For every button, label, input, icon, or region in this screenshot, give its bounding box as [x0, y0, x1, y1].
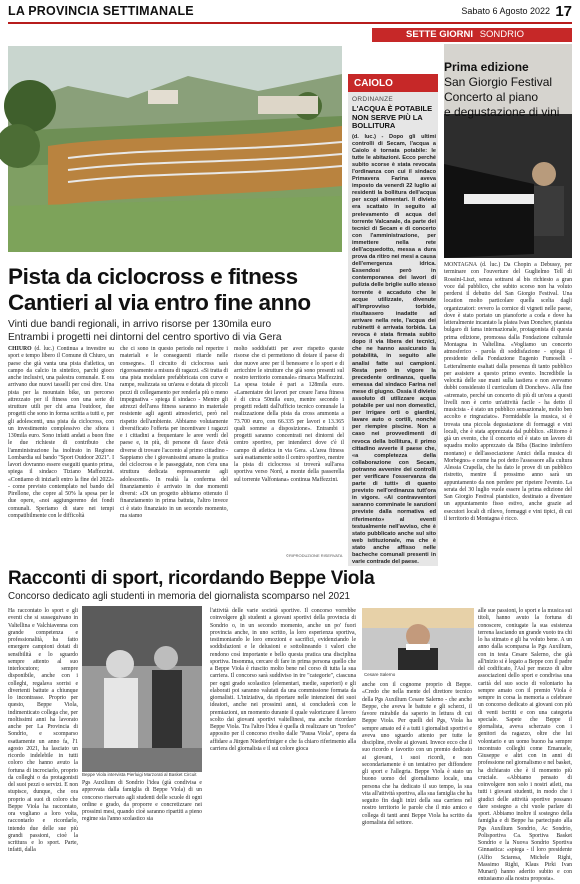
piano-headline-line4: e degustazione di vini [444, 105, 560, 119]
masthead [8, 4, 572, 22]
masthead-rule [8, 22, 572, 24]
article2-column-1: Ha raccontato lo sport e gli eventi che si susseguivano in Valtellina e Valchiavenna con grande competenza e professionalità, ha fatto emergere campioni dotati di sensibilità e lo sguardo sempre attento al suo interlocutore; sempre disponibile, anche con i colleghi, regalava sorrisi e divertenti battute a chiunque lo incontrasse. Proprio per questo, Beppe Viola, indimenticato collega che, per moltissimi anni ha lavorato anche per La Provincia di Sondrio, e scomparso esattamente un anno fa, l'1 agosto 2021, ha lasciato un ricordo indelebile in tutti coloro che hanno avuto la fortuna di incrociarlo, proprio da colleghi o da protagonisti del suoi pezzi o servizi. E non stupisce, dunque, che ora proprio ai suoi di coloro che Beppe Viola ha raccontato, ora vogliano a loro volta, raccontarlo e ricordarlo, intendo due delle sue più grandi passioni, cioè la scrittura e lo sport. Parte, infatti, dalla [8, 608, 78, 854]
article1-subhead-line2: Entrambi i progetti nei dintorni del centro sportivo di via Gera [8, 332, 282, 343]
issue-date: Sabato 6 Agosto 2022 [461, 6, 550, 16]
article1-column-3: molto soddisfatti per aver rispetto queste risorse che ci permettono di dotare il paese di due nuove aree per il benessere e lo sport e di arricchire le strutture che già sono presenti sul nostro territorio comunale» rimarca Maffezzini. La spesa totale è pari a 128mila euro. «Lamentatre dei lavori per creare l'area fitness è di circa 50mila euro, mentre secondo i progetti redatti dall'ufficio tecnico comunale la realizzazione della pista da cross ammonta a 73.700 euro, con 66.335 per lavori e 13.365 quali somme a disposizione». Entrambi i progetti saranno concentrati nei dintorni del centro sportivo, per intenderci dove c'è il campo di atletica in via Gera. «L'area fitness sarà esattamente sotto il centro sportivo, mentre la pista di ciclocross si troverà sull'area sportiva verso Nord, a monte della passerella sul torrente Valfontana» continua Maffezzini. [234, 346, 345, 483]
piano-headline-line2: San Giorgio Festival [444, 75, 553, 89]
section-banner [372, 28, 572, 42]
article1-column-2: che ci sono in questo periodo nel reperire i materiali e le conseguenti ritarde nelle consegne». Il circuito di ciclocross sarà rigorosamente a misura di ragazzi. «Si tratta di una pista modulare prefabbricata con curve e rampe, realizzata su un'area e dotata di piccoli pezzi di collegamento per renderla più o meno impegnativa - spiega il sindaco - Mentre gli attrezzi dell'area fitness saranno in materiale resistente agli agenti atmosferici, però nel rispetto dell'ambiente. Abbiamo volutamente diversificato l'offerta per incentivare i ragazzi e i cittadini a frequentare le aree verdi del paese e, in più, di persone di fasce d'età diverse di trovare l'accento al primo cittadino - Sappiamo che i giovanissimi amano la pratica del ciclocross e le passeggiate, non c'era una struttura dedicata espressamente agli adolescenti». In realtà la conferma del finanziamento è arrivato in due momenti diversi: «Di un progetto abbiamo ottenuto il finanziamento in prima battuta, l'altro invece ci è stato finanziato in un secondo momento, ma siamo [120, 346, 228, 519]
article1-subhead [8, 318, 348, 344]
article2-subhead: Concorso dedicato agli studenti in memoria del giornalista scomparso nel 2021 [8, 591, 350, 602]
section-sub: SONDRIO [479, 29, 525, 40]
beppe-viola-photo [82, 606, 202, 772]
article2-column-3: l'attività delle varie società sportive. Il concorso vorrebbe coinvolgere gli studenti a giovani sportivi della provincia di Sondrio o, in un secondo momento, anche un po' fuori provincia anche, in uno scritto, la loro esperienza sportiva, testimoniando le loro emozioni e sacrifici, evidenziando le soddisfazioni e le delusioni e sottolineando i valori che rendono così importante e bello questa pratica una disciplina sportiva. Insomma, cercare di fare in prima persona quello che a Beppe Viola è riuscito molto bene nel corso di tutta la sua carriera. Il concorso sarà suddiviso in tre "categorie", ciascuna per ogni grado scolastico (elementari, medie, superiori) e gli elaborati poi saranno valutati da una commissione formata da giornalisti. L'iniziativa, da riportare nelle intenzioni dei suoi ideatori, anche nei prossimi anni, si concluderà con le premiazioni, un momento durante il quale valorizzare il lavoro scolto dai giovani sportivi valtellinesi, ma anche ricordare Beppe Viola. Tra l'altro l'idea è quella di realizzare un "trofeo" apposito per il concorso rivolto dalle "Pausa Viola", opera da affidare a Jürgen Niederfriniger e che fa chiaro riferimento alla carriera del giornalista e il sui colore gioca [210, 608, 356, 752]
sidebar-kicker: ORDINANZE [352, 96, 393, 103]
piano-headline-line3: Concerto al piano [444, 90, 539, 104]
dateline: CHIURO [8, 346, 32, 352]
photo-caption: Beppe Viola intervista Pierluigi Marzorati al Basket Circuit [82, 772, 197, 777]
article2-column-4: anche con il cognome proprio di Beppe. «Credo che nella mente del direttore tecnico della Pgs Auxilium Cesare Salerno - che anche Beppe, che aveva le battute e gli scherzi, il favore mirabile da saperio in lettura di cui Beppe Viola. Per quelli del Pgs, Viola ha sempre amato ed è a tutti i giornalisti sportivi e aveva uno sguardo attento per tutte le discipline, rivolte ai giovani. Invece ecco che il suo ricordo e favorito con un premio dedicato ai giovani, i suoi ricordi, e non secondariamente è un tentativo per diffondere gli sport e l'allegria. Beppe Viola è stato un buono uomo del giornalismo locale, una persona che ha dedicato il suo tempo, la sua vita all'attività sportiva, alla sua famiglia che ha seguito fin dagli inizi della sua carriera nel nostro territorio le parole che il mio amico e collega di tanti anni Beppe Viola ha scritto da giornalista del settore. [362, 682, 472, 826]
article2-column-5: alle sue passioni, lo sport e la musica sui titoli, hanno avuto la fortuna di conoscere, coniugate la sua esistenza terrena lasciando un grande vuoto tra chi lo ha stimato e gli ha voluto bene. A un anno dalla scomparsa la Pgs Auxilium, con in testa Cesare Salerno, che già all'inizio si è legato a Beppe con il padre del codificato, l'Asl per mezzo di altre associazioni dello sport e condivisa una carità del suo socio di volontario ha sempre amato con il premio Viola è sempre in corsa la memoria a celebrare un concorso dedicato ai giovani con più di venti iscritti e con una categoria speciale. Sapete che Beppe il giornalista, aveva scherzato con i genitori da ragazzo, oltre che lui volontario e un uomo buono ha sempre incontrato colleghi come Emanuele, Giuseppe e altri con in anni di professione nel giornalismo e nel basket, ha dichiarato che è il momento più cruciale. «Abbiamo pensato di coinvolgere non solo i nostri atleti, ma tutti i giovani studenti, in modo che i giudici delle attività sportive possano dare sostegno a chi vuole parlare di sport. Abbiamo inoltre il sostegno della famiglia e di Beppe ha partecipato alla Pgs Auxilium Sondrio, Ac Sondrio, Polisportiva Ca. Sportiva Basket Sondrio e la Nuova Sondrio Sportiva Ginnastica: «spiega - il loro presidente (Alfio Sciaresa, Michele Righi, Massimo Righi, Klaus Pirki Ivan Munari) hanno aderito subito e con entusiasmo alla nostra proposta». [478, 608, 572, 883]
newspaper-title: LA PROVINCIA SETTIMANALE [8, 4, 194, 18]
photo-caption-salerno: Cesare Salerno [364, 672, 396, 677]
page-number: 17 [555, 3, 572, 20]
article1-column-1 [8, 346, 114, 556]
sidebar-text: (d. luc.) - Dopo gli ultimi controlli di Secam, l'acqua a Caiolo è tornata potabile: le tutte le abitazioni. Ecco perché subito scorse è stata revocata l'ordinanza con cui il sindaco Primavera Farina aveva imposto da venerdì 22 luglio ai residenti la bollitura dell'acqua per scopi alimentari. Il divieto era scattato in seguito al prelevamento di acqua del torrente Valcanale, da parte dei tecnici di Secam e di concerto con l'amministrazione, per immettere nella rete dell'acquedotto, messa a dura prova da ritiro nei mesi a causa dell'emergenza idrica. Essendosi però in contemporanea dei lavori di pulizia delle briglie sullo stesso torrente è accaduto che le acque utilizzate, divenute all'improvviso torbide, risultassero inadatte ad arrivare nella rete, l'acqua dei rubinetti è arrivata torbida. La revoca è stata firmata subito dopo il via libera dei tecnici, che ne hanno assicurato la potabilità, in seguito alle analisi fatte sui campioni. Resta però in vigore la precedente ordinanza, quella emessa dal sindaco Farina nel mese di giugno. Ossia il divieto assoluto di utilizzare acqua potabile per usi non domestici, per irrigare orti o giardini, lavare auto o cortili, nonché per riempire piscine. Non a caso nei provvedimenti di revoca della bollitura, il primo cittadino avverte il paese che, «a completezza della collaborazione con Secam, potranno avvenire dei controlli per verificare l'osservanza da parte di tutti» di quanto previsto nell'ordinanza tutt'ora in vigore. «Ai contravventori saranno comminate le sanzioni previste dalla normativa ed riferimento» al eventi testualmente nell'avviso, che è stato pubblicato anche sul sito web istituzionale, ma che è stato anche affisso nelle bacheche comunali presenti in varie contrade del paese. [352, 133, 436, 566]
piano-headline [444, 60, 574, 120]
park-photo [8, 46, 342, 252]
piano-headline-line1: Prima edizione [444, 60, 529, 74]
cesare-salerno-photo [362, 608, 474, 670]
article2-headline: Racconti di sport, ricordando Beppe Viola [8, 568, 375, 589]
article1-subhead-line1: Vinti due bandi regionali, in arrivo risorse per 130mila euro [8, 319, 272, 330]
copyright-notice: ©RIPRODUZIONE RISERVATA [286, 553, 343, 558]
article1-headline-line2: Cantieri al via entro fine anno [8, 290, 311, 315]
article1-headline-line1: Pista da ciclocross e fitness [8, 264, 298, 289]
section-name: SETTE GIORNI [406, 29, 474, 40]
article1-col1-text: (d. luc.) Continua a investire su sport e tempo libero il Comune di Chiuro, un paese che già vanta una pista d'atletica, un campo da calcio in sintetico, parchi gioco anche inclusivi, una palestra comunale. E ora arrivano due nuovi tasselli per così dire. Una pista per la mountain bike, un percorso attrezzato per il fitness con una serie di strutture utili per chi ama l'outdoor, due progetti che sono in forma scritta a tutti e, per gli adolescenti, una pista da ciclocross, con un investimento complessivo che sfiora i 130mila euro. Sono infatti andati a buon fine le due richieste di contributo che l'amministrazione ha inoltrato in Regione Lombardia sul bando "Sport Outdoor 2021". I lavori dovranno essere eseguiti quanto prima, spiega il sindaco Tiziano Maffezzini. «Contiamo di iniziarli entro la fine del 2022» - come previsto contemplato nel bando del Pirellone, che copre al 50% la spesa per le due opere, «noi aggiungeremo dei fondi comunali. Speriamo di stare nei tempi compatibilmente con le difficoltà [8, 346, 115, 519]
sidebar-body [352, 96, 436, 566]
article2-column-2: Pgs Auxilium di Sondrio l'idea (già condivisa e approvata dalla famiglia di Beppe Viola) di un concorso riservato agli studenti delle scuole di ogni ordine e grado, da proporre e concretizzare nei prossimi mesi, quando cioè saranno ripartiti a pieno regime sia l'anno scolastico sia [82, 780, 202, 823]
sidebar-header: CAIOLO [348, 74, 438, 92]
piano-article-text: MONTAGNA (d. luc.) Da Chopin a Debussy, per terminare con l'ouverture del Guglielmo Tell di Rossini-Liszt, senza sottrarsi al bis richiesto a gran voce dal pubblico, che subito scorso non ha voluto perdersi il debutto del San Giorgio Festival. Una location molto particolare quella scelta dagli organizzatori: ovvero la cornice di vigneti nelle paese, dove è stato portato un pianoforte a coda e dove ha letteralmente incantato la platea Ivan Donchev, pianista bulgaro di fama internazionale, protagonista di questa prima edizione, promossa dalla Fondazione culturale Montagna in Valtellina. «Vogliamo un concerto atmosferico - parola di soddisfazione - spiega il presidente della Fondazione Eugenio Fumoselli - Letteralmente esaltati dalla presenza di tanto pubblico per assistere a questo primo evento. Incredibile la velocità delle sue mani sulla tastiera e non avevamo dubbi considerato il curriculum di Donchev». Alla fine «stremato, perché un concerto di più di un'ora a questi livelli non è certo un'attività facile - ha detto il musicista - è stato un pubblico sensazionale, molto ben accolto e ringraziato». Formidabile la musica, si è trovata una piccola degustazione di formaggi e vini locali, che è stata apprezzata dal pubblico. «Ritorno è già un evento, che il concerto ed è stato un lavoro di squadra molto apprezzato da Biba (Bacino imbrifero montano) e dell'associazione Amici della musica di Morbegno» e come ha poi detto l'assessore alla cultura Alessia Crapella, che ha dato le prove di un pubblico ristretto, mentre il prossimo anno sarà un appuntamento da non perdere per ripetere l'evento. La serata del 30 luglio vuole essere la prima edizione del San Giorgio Festival pianistico, destinato a diventare un appuntamento fisso estivo, anche grazie ad esecutori locali di rilievo, formaggi e vini tipici, di cui il territorio di Montagna è ricco. [444, 262, 572, 522]
article1-headline [8, 264, 348, 316]
sidebar-title: L'ACQUA È POTABILE NON SERVE PIÙ LA BOLLITURA [352, 104, 433, 130]
